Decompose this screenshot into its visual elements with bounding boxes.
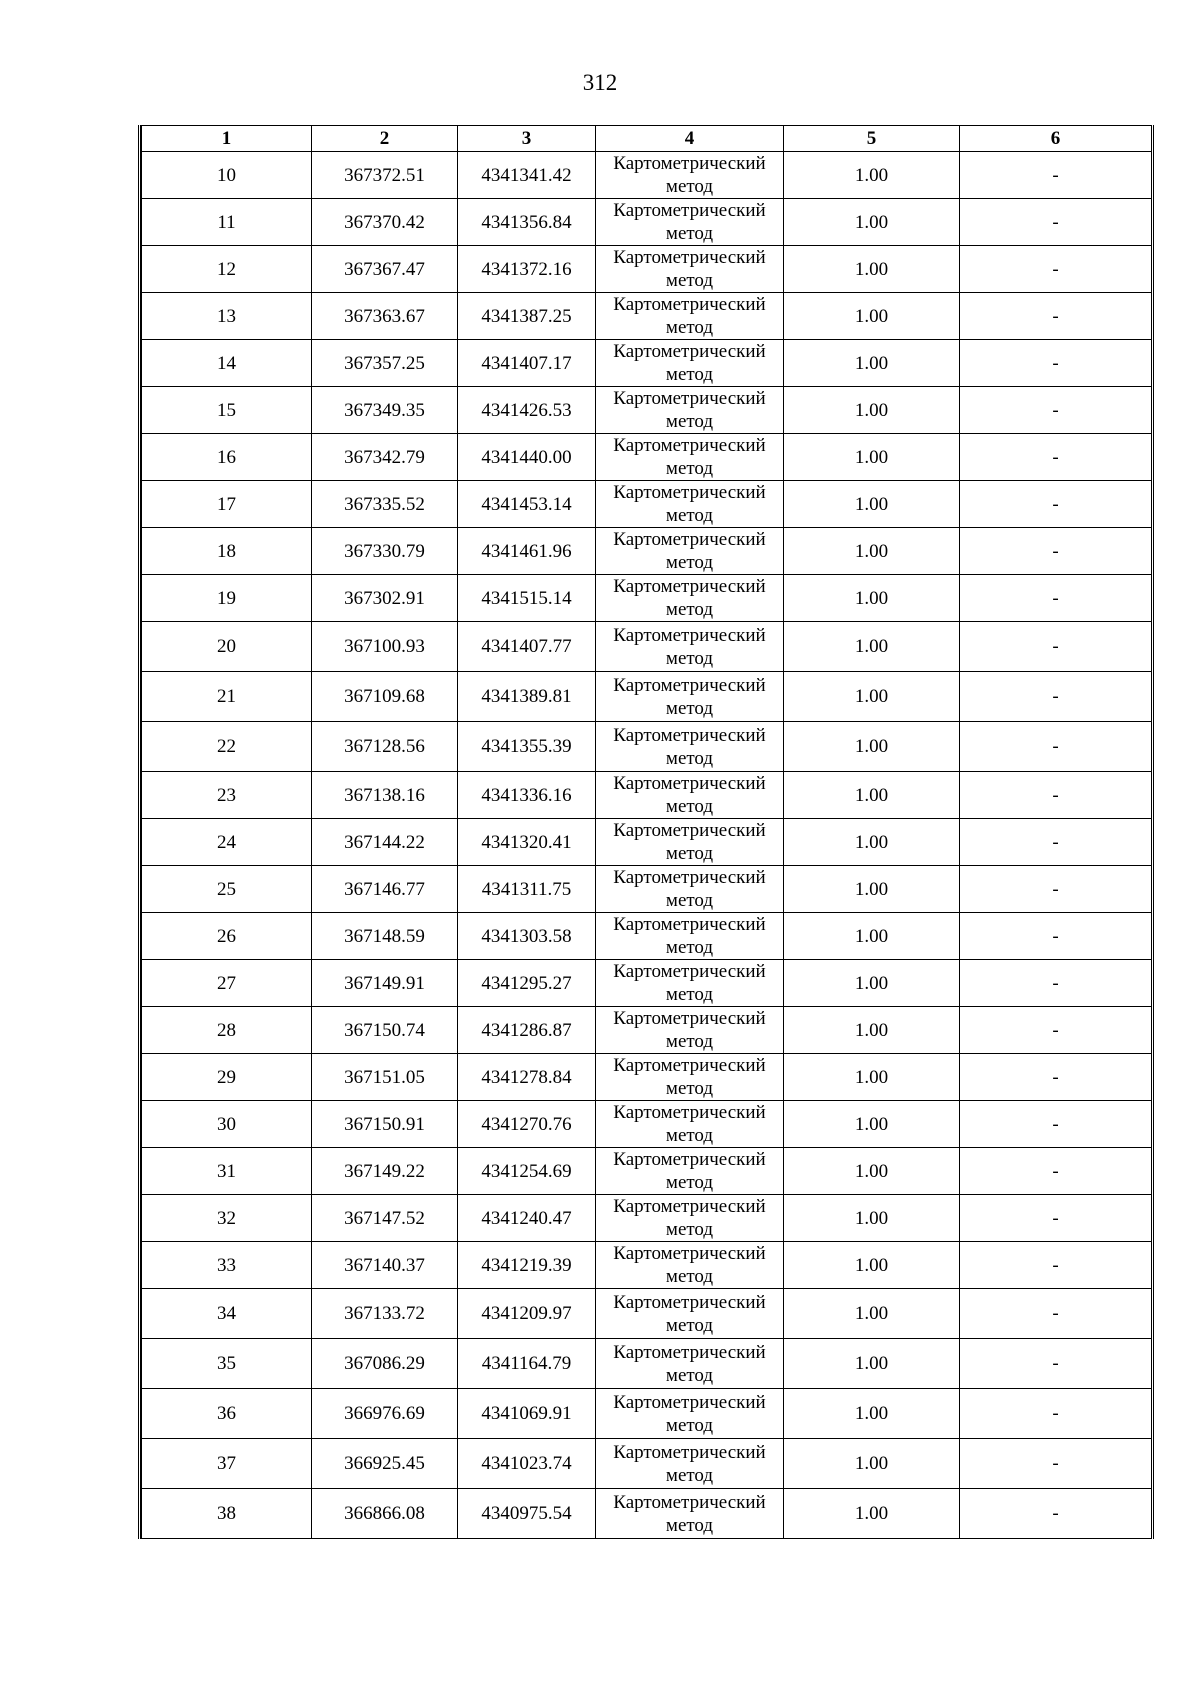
method-line-1: Картометрический [613, 1008, 766, 1029]
cell-point-number: 38 [142, 1489, 312, 1539]
method-line-2: метод [665, 1314, 714, 1336]
cell-accuracy: 1.00 [784, 340, 960, 387]
cell-accuracy: 1.00 [784, 481, 960, 528]
coordinates-table [141, 125, 1152, 1539]
cell-coordinate-x: 367330.79 [312, 528, 458, 575]
cell-coordinate-x: 367335.52 [312, 481, 458, 528]
cell-coordinate-y: 4341515.14 [458, 575, 596, 622]
cell-note: - [960, 528, 1152, 575]
cell-coordinate-x: 367302.91 [312, 575, 458, 622]
cell-coordinate-x: 367149.22 [312, 1148, 458, 1195]
cell-coordinate-y: 4341069.91 [458, 1389, 596, 1439]
table-row [142, 1489, 1152, 1539]
cell-point-number: 36 [142, 1389, 312, 1439]
cell-method [596, 152, 784, 199]
cell-note: - [960, 246, 1152, 293]
cell-accuracy: 1.00 [784, 819, 960, 866]
cell-coordinate-y: 4341240.47 [458, 1195, 596, 1242]
method-line-1: Картометрический [613, 388, 766, 409]
cell-coordinate-x: 367144.22 [312, 819, 458, 866]
method-line-2: метод [665, 411, 714, 432]
table-row [142, 246, 1152, 293]
cell-accuracy: 1.00 [784, 1007, 960, 1054]
cell-point-number: 22 [142, 722, 312, 772]
table-row [142, 722, 1152, 772]
method-line-2: метод [665, 1078, 714, 1099]
column-header-4: 4 [596, 126, 784, 152]
cell-note: - [960, 772, 1152, 819]
cell-method [596, 1242, 784, 1289]
cell-coordinate-y: 4341440.00 [458, 434, 596, 481]
cell-coordinate-x: 367151.05 [312, 1054, 458, 1101]
cell-point-number: 14 [142, 340, 312, 387]
cell-method [596, 1054, 784, 1101]
method-line-2: метод [665, 552, 714, 573]
cell-note: - [960, 481, 1152, 528]
cell-method [596, 622, 784, 672]
cell-coordinate-x: 367109.68 [312, 672, 458, 722]
cell-accuracy: 1.00 [784, 246, 960, 293]
cell-note: - [960, 866, 1152, 913]
cell-coordinate-y: 4341270.76 [458, 1101, 596, 1148]
cell-point-number: 21 [142, 672, 312, 722]
method-line-1: Картометрический [613, 1291, 766, 1313]
cell-method [596, 481, 784, 528]
cell-method [596, 913, 784, 960]
cell-coordinate-y: 4341407.17 [458, 340, 596, 387]
cell-coordinate-y: 4341461.96 [458, 528, 596, 575]
cell-note: - [960, 1339, 1152, 1389]
cell-point-number: 35 [142, 1339, 312, 1389]
cell-point-number: 34 [142, 1289, 312, 1339]
cell-coordinate-x: 367147.52 [312, 1195, 458, 1242]
method-line-1: Картометрический [613, 1341, 766, 1363]
cell-note: - [960, 1242, 1152, 1289]
cell-accuracy: 1.00 [784, 152, 960, 199]
method-line-1: Картометрический [613, 1243, 766, 1264]
cell-point-number: 32 [142, 1195, 312, 1242]
cell-point-number: 30 [142, 1101, 312, 1148]
method-line-1: Картометрический [613, 435, 766, 456]
cell-note: - [960, 1195, 1152, 1242]
table-row [142, 1148, 1152, 1195]
cell-accuracy: 1.00 [784, 772, 960, 819]
cell-note: - [960, 1148, 1152, 1195]
cell-coordinate-x: 366976.69 [312, 1389, 458, 1439]
cell-coordinate-x: 367133.72 [312, 1289, 458, 1339]
table-row [142, 913, 1152, 960]
method-line-2: метод [665, 223, 714, 244]
cell-method [596, 387, 784, 434]
cell-point-number: 17 [142, 481, 312, 528]
table-row [142, 152, 1152, 199]
cell-method [596, 1389, 784, 1439]
method-line-2: метод [665, 1219, 714, 1240]
cell-method [596, 199, 784, 246]
cell-note: - [960, 434, 1152, 481]
cell-accuracy: 1.00 [784, 1101, 960, 1148]
cell-note: - [960, 1054, 1152, 1101]
cell-coordinate-x: 367363.67 [312, 293, 458, 340]
cell-note: - [960, 722, 1152, 772]
cell-note: - [960, 575, 1152, 622]
cell-coordinate-y: 4340975.54 [458, 1489, 596, 1539]
cell-coordinate-y: 4341356.84 [458, 199, 596, 246]
cell-coordinate-y: 4341387.25 [458, 293, 596, 340]
method-line-2: метод [665, 317, 714, 338]
column-header-5: 5 [784, 126, 960, 152]
cell-method [596, 1339, 784, 1389]
cell-method [596, 866, 784, 913]
cell-accuracy: 1.00 [784, 1439, 960, 1489]
cell-point-number: 27 [142, 960, 312, 1007]
column-header-2: 2 [312, 126, 458, 152]
cell-coordinate-x: 367150.74 [312, 1007, 458, 1054]
cell-coordinate-y: 4341278.84 [458, 1054, 596, 1101]
cell-coordinate-y: 4341320.41 [458, 819, 596, 866]
method-line-1: Картометрический [613, 529, 766, 550]
cell-method [596, 722, 784, 772]
cell-method [596, 772, 784, 819]
method-line-1: Картометрический [613, 1055, 766, 1076]
cell-point-number: 13 [142, 293, 312, 340]
table-row [142, 1007, 1152, 1054]
cell-coordinate-y: 4341023.74 [458, 1439, 596, 1489]
method-line-1: Картометрический [613, 724, 766, 746]
cell-point-number: 11 [142, 199, 312, 246]
cell-accuracy: 1.00 [784, 672, 960, 722]
cell-coordinate-x: 367370.42 [312, 199, 458, 246]
cell-point-number: 20 [142, 622, 312, 672]
method-line-2: метод [665, 843, 714, 864]
method-line-2: метод [665, 1464, 714, 1486]
method-line-2: метод [665, 505, 714, 526]
method-line-2: метод [665, 1514, 714, 1536]
cell-accuracy: 1.00 [784, 1148, 960, 1195]
cell-note: - [960, 1007, 1152, 1054]
cell-point-number: 26 [142, 913, 312, 960]
cell-coordinate-x: 366866.08 [312, 1489, 458, 1539]
cell-note: - [960, 819, 1152, 866]
cell-point-number: 37 [142, 1439, 312, 1489]
cell-coordinate-x: 367367.47 [312, 246, 458, 293]
cell-coordinate-x: 367357.25 [312, 340, 458, 387]
cell-accuracy: 1.00 [784, 528, 960, 575]
method-line-2: метод [665, 1364, 714, 1386]
cell-accuracy: 1.00 [784, 387, 960, 434]
cell-accuracy: 1.00 [784, 866, 960, 913]
table-row [142, 199, 1152, 246]
table-row [142, 481, 1152, 528]
table-row [142, 528, 1152, 575]
cell-coordinate-x: 367150.91 [312, 1101, 458, 1148]
cell-note: - [960, 199, 1152, 246]
cell-method [596, 1101, 784, 1148]
method-line-2: метод [665, 890, 714, 911]
table-row [142, 1389, 1152, 1439]
cell-note: - [960, 960, 1152, 1007]
cell-method [596, 575, 784, 622]
cell-note: - [960, 622, 1152, 672]
cell-coordinate-y: 4341311.75 [458, 866, 596, 913]
cell-point-number: 16 [142, 434, 312, 481]
cell-method [596, 960, 784, 1007]
method-line-1: Картометрический [613, 1491, 766, 1513]
method-line-2: метод [665, 937, 714, 958]
cell-coordinate-y: 4341286.87 [458, 1007, 596, 1054]
cell-note: - [960, 1489, 1152, 1539]
cell-point-number: 33 [142, 1242, 312, 1289]
table-row [142, 772, 1152, 819]
column-header-1: 1 [142, 126, 312, 152]
cell-accuracy: 1.00 [784, 1339, 960, 1389]
method-line-2: метод [665, 1125, 714, 1146]
method-line-2: метод [665, 176, 714, 197]
cell-note: - [960, 913, 1152, 960]
cell-coordinate-x: 366925.45 [312, 1439, 458, 1489]
method-line-1: Картометрический [613, 674, 766, 696]
cell-accuracy: 1.00 [784, 575, 960, 622]
cell-note: - [960, 1439, 1152, 1489]
method-line-1: Картометрический [613, 1391, 766, 1413]
cell-coordinate-x: 367138.16 [312, 772, 458, 819]
table-row [142, 1439, 1152, 1489]
cell-coordinate-y: 4341295.27 [458, 960, 596, 1007]
cell-accuracy: 1.00 [784, 622, 960, 672]
cell-coordinate-y: 4341426.53 [458, 387, 596, 434]
method-line-2: метод [665, 364, 714, 385]
cell-coordinate-x: 367140.37 [312, 1242, 458, 1289]
method-line-2: метод [665, 697, 714, 719]
cell-point-number: 29 [142, 1054, 312, 1101]
page-number: 312 [582, 70, 618, 95]
cell-point-number: 18 [142, 528, 312, 575]
cell-coordinate-x: 367372.51 [312, 152, 458, 199]
method-line-1: Картометрический [613, 341, 766, 362]
cell-coordinate-x: 367349.35 [312, 387, 458, 434]
cell-note: - [960, 293, 1152, 340]
cell-point-number: 23 [142, 772, 312, 819]
cell-accuracy: 1.00 [784, 913, 960, 960]
cell-point-number: 15 [142, 387, 312, 434]
cell-coordinate-x: 367148.59 [312, 913, 458, 960]
method-line-1: Картометрический [613, 1102, 766, 1123]
cell-accuracy: 1.00 [784, 1242, 960, 1289]
method-line-2: метод [665, 599, 714, 620]
cell-point-number: 25 [142, 866, 312, 913]
cell-method [596, 672, 784, 722]
cell-accuracy: 1.00 [784, 1489, 960, 1539]
cell-note: - [960, 1101, 1152, 1148]
method-line-2: метод [665, 796, 714, 817]
cell-method [596, 1289, 784, 1339]
cell-point-number: 24 [142, 819, 312, 866]
cell-method [596, 1195, 784, 1242]
cell-coordinate-x: 367146.77 [312, 866, 458, 913]
cell-note: - [960, 1289, 1152, 1339]
method-line-2: метод [665, 747, 714, 769]
cell-point-number: 10 [142, 152, 312, 199]
method-line-1: Картометрический [613, 1196, 766, 1217]
cell-method [596, 1007, 784, 1054]
cell-coordinate-y: 4341164.79 [458, 1339, 596, 1389]
cell-note: - [960, 152, 1152, 199]
method-line-2: метод [665, 984, 714, 1005]
cell-point-number: 12 [142, 246, 312, 293]
method-line-2: метод [665, 1172, 714, 1193]
table-row [142, 434, 1152, 481]
cell-note: - [960, 340, 1152, 387]
cell-coordinate-x: 367149.91 [312, 960, 458, 1007]
method-line-1: Картометрический [613, 820, 766, 841]
table-row [142, 340, 1152, 387]
method-line-2: метод [665, 647, 714, 669]
method-line-1: Картометрический [613, 773, 766, 794]
cell-accuracy: 1.00 [784, 960, 960, 1007]
table-row [142, 293, 1152, 340]
cell-coordinate-y: 4341341.42 [458, 152, 596, 199]
cell-method [596, 293, 784, 340]
table-header-row [142, 126, 1152, 152]
cell-accuracy: 1.00 [784, 434, 960, 481]
table-row [142, 819, 1152, 866]
method-line-1: Картометрический [613, 1149, 766, 1170]
table-row [142, 1195, 1152, 1242]
cell-accuracy: 1.00 [784, 722, 960, 772]
cell-method [596, 1439, 784, 1489]
cell-point-number: 19 [142, 575, 312, 622]
column-header-6: 6 [960, 126, 1152, 152]
cell-accuracy: 1.00 [784, 1289, 960, 1339]
table-row [142, 1242, 1152, 1289]
method-line-2: метод [665, 270, 714, 291]
cell-point-number: 31 [142, 1148, 312, 1195]
table-row [142, 866, 1152, 913]
cell-method [596, 1148, 784, 1195]
coordinates-table-wrapper [138, 125, 1154, 1539]
table-row [142, 387, 1152, 434]
cell-accuracy: 1.00 [784, 293, 960, 340]
table-row [142, 1054, 1152, 1101]
method-line-1: Картометрический [613, 624, 766, 646]
cell-coordinate-y: 4341303.58 [458, 913, 596, 960]
cell-note: - [960, 672, 1152, 722]
cell-coordinate-x: 367086.29 [312, 1339, 458, 1389]
cell-accuracy: 1.00 [784, 199, 960, 246]
cell-coordinate-x: 367342.79 [312, 434, 458, 481]
table-row [142, 622, 1152, 672]
cell-accuracy: 1.00 [784, 1054, 960, 1101]
cell-point-number: 28 [142, 1007, 312, 1054]
cell-coordinate-x: 367128.56 [312, 722, 458, 772]
cell-coordinate-y: 4341355.39 [458, 722, 596, 772]
method-line-2: метод [665, 458, 714, 479]
cell-accuracy: 1.00 [784, 1195, 960, 1242]
method-line-1: Картометрический [613, 576, 766, 597]
cell-method [596, 1489, 784, 1539]
table-row [142, 1339, 1152, 1389]
cell-method [596, 528, 784, 575]
cell-coordinate-y: 4341336.16 [458, 772, 596, 819]
table-row [142, 1289, 1152, 1339]
cell-coordinate-y: 4341389.81 [458, 672, 596, 722]
method-line-1: Картометрический [613, 867, 766, 888]
cell-coordinate-y: 4341219.39 [458, 1242, 596, 1289]
method-line-1: Картометрический [613, 200, 766, 221]
cell-note: - [960, 1389, 1152, 1439]
cell-method [596, 340, 784, 387]
method-line-2: метод [665, 1414, 714, 1436]
method-line-1: Картометрический [613, 482, 766, 503]
method-line-2: метод [665, 1031, 714, 1052]
column-header-3: 3 [458, 126, 596, 152]
method-line-2: метод [665, 1266, 714, 1287]
cell-coordinate-y: 4341254.69 [458, 1148, 596, 1195]
method-line-1: Картометрический [613, 914, 766, 935]
cell-note: - [960, 387, 1152, 434]
cell-coordinate-y: 4341453.14 [458, 481, 596, 528]
cell-coordinate-x: 367100.93 [312, 622, 458, 672]
cell-method [596, 434, 784, 481]
cell-coordinate-y: 4341407.77 [458, 622, 596, 672]
cell-coordinate-y: 4341209.97 [458, 1289, 596, 1339]
cell-method [596, 246, 784, 293]
table-row [142, 1101, 1152, 1148]
table-row [142, 960, 1152, 1007]
method-line-1: Картометрический [613, 153, 766, 174]
method-line-1: Картометрический [613, 294, 766, 315]
table-row [142, 672, 1152, 722]
method-line-1: Картометрический [613, 247, 766, 268]
method-line-1: Картометрический [613, 1441, 766, 1463]
table-body [142, 152, 1152, 1539]
cell-accuracy: 1.00 [784, 1389, 960, 1439]
cell-method [596, 819, 784, 866]
method-line-1: Картометрический [613, 961, 766, 982]
cell-coordinate-y: 4341372.16 [458, 246, 596, 293]
table-row [142, 575, 1152, 622]
